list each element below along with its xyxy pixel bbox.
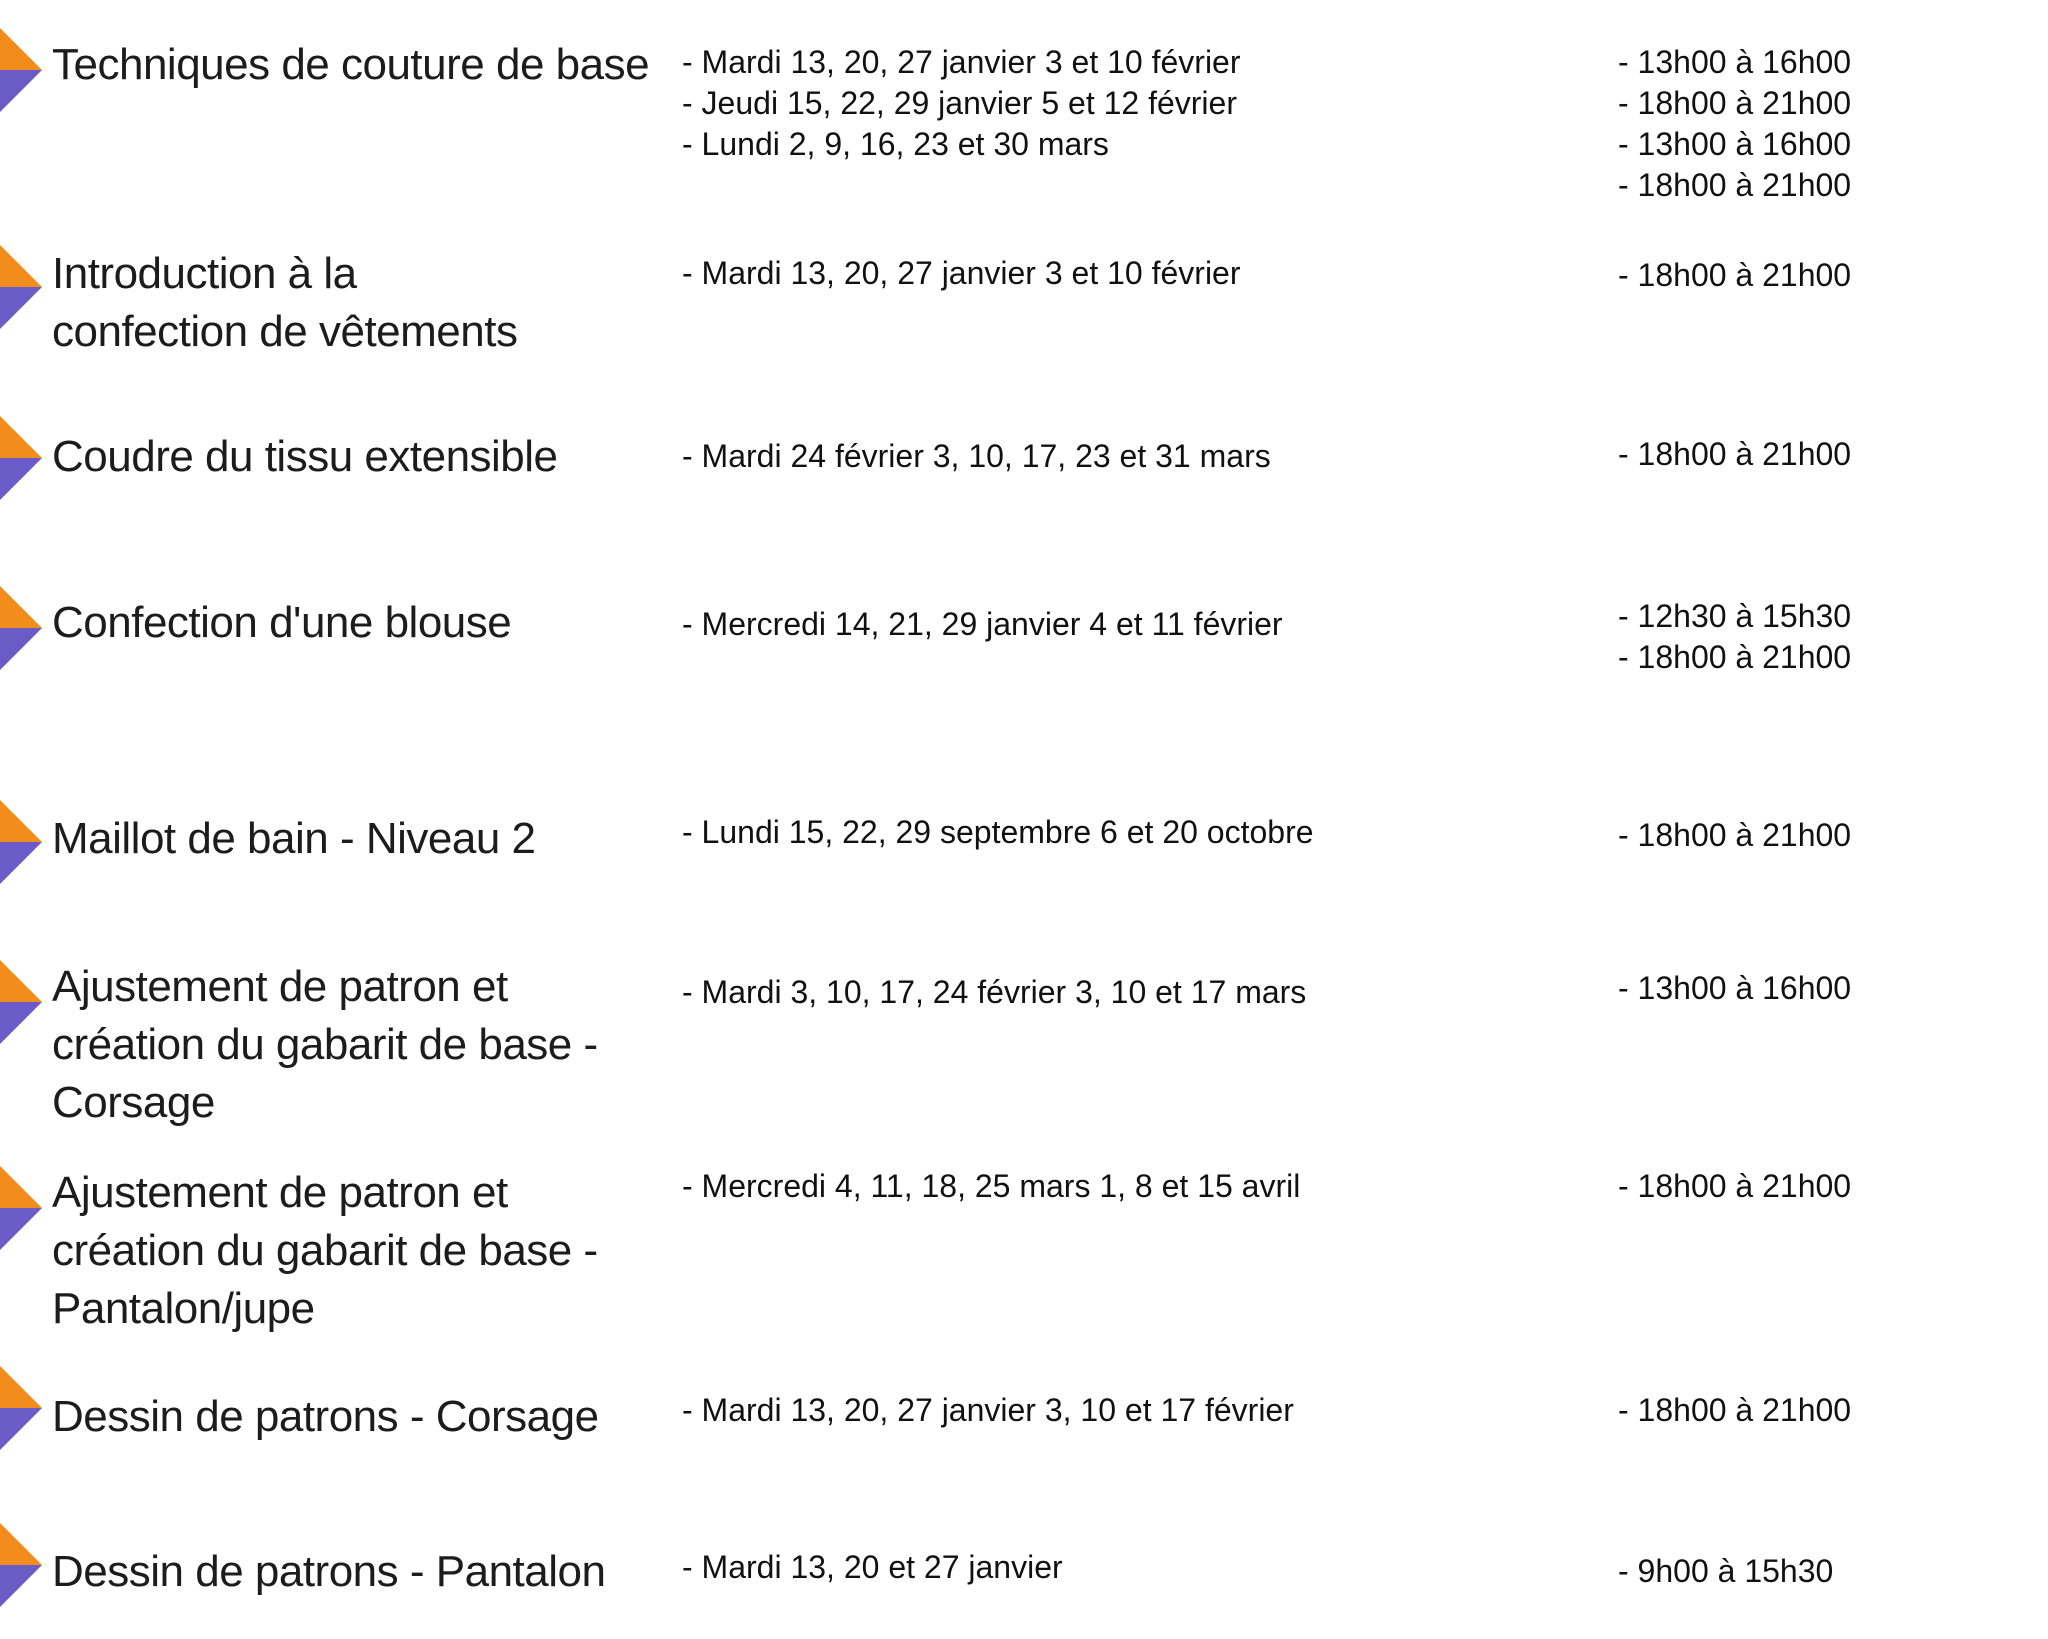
triangle-marker-icon: [0, 245, 42, 329]
date-line: - Mardi 24 février 3, 10, 17, 23 et 31 mars: [682, 438, 1271, 474]
course-times: [1618, 968, 2018, 1009]
time-line: - 18h00 à 21h00: [1618, 167, 1852, 203]
course-times: [1618, 1551, 2018, 1592]
time-line: - 9h00 à 15h30: [1618, 1553, 1834, 1589]
course-times: [1618, 815, 2018, 856]
course-dates: [682, 812, 1462, 853]
course-times: [1618, 255, 2018, 296]
date-line: - Lundi 15, 22, 29 septembre 6 et 20 octobre: [682, 814, 1314, 850]
course-dates: [682, 1547, 1462, 1588]
date-line: - Mercredi 4, 11, 18, 25 mars 1, 8 et 15 avril: [682, 1168, 1301, 1204]
time-line: - 18h00 à 21h00: [1618, 257, 1852, 293]
time-line: - 18h00 à 21h00: [1618, 817, 1852, 853]
course-dates: [682, 436, 1462, 477]
date-line: - Lundi 2, 9, 16, 23 et 30 mars: [682, 126, 1109, 162]
course-title: Coudre du tissu extensible: [52, 432, 558, 481]
triangle-marker-icon: [0, 416, 42, 500]
triangle-marker-icon: [0, 1166, 42, 1250]
time-line: - 12h30 à 15h30: [1618, 598, 1852, 634]
course-title: Dessin de patrons - Corsage: [52, 1392, 599, 1441]
course-dates: [682, 42, 1462, 165]
triangle-marker-icon: [0, 1366, 42, 1450]
date-line: - Mardi 3, 10, 17, 24 février 3, 10 et 17 mars: [682, 974, 1307, 1010]
course-dates: [682, 972, 1462, 1013]
course-dates: [682, 1166, 1462, 1207]
triangle-marker-icon: [0, 28, 42, 112]
course-title: Ajustement de patron et création du gabarit de base - Pantalon/jupe: [52, 1168, 598, 1333]
date-line: - Mardi 13, 20, 27 janvier 3, 10 et 17 février: [682, 1392, 1294, 1428]
course-title: Introduction à la confection de vêtements: [52, 249, 518, 356]
time-line: - 18h00 à 21h00: [1618, 85, 1852, 121]
course-dates: [682, 1390, 1462, 1431]
date-line: - Mercredi 14, 21, 29 janvier 4 et 11 février: [682, 606, 1283, 642]
course-dates: [682, 253, 1462, 294]
course-times: [1618, 434, 2018, 475]
course-times: [1618, 1390, 2018, 1431]
time-line: - 13h00 à 16h00: [1618, 970, 1852, 1006]
course-title: Dessin de patrons - Pantalon: [52, 1547, 606, 1596]
triangle-marker-icon: [0, 960, 42, 1044]
date-line: - Mardi 13, 20, 27 janvier 3 et 10 février: [682, 44, 1241, 80]
course-times: [1618, 1166, 2018, 1207]
date-line: - Jeudi 15, 22, 29 janvier 5 et 12 février: [682, 85, 1237, 121]
triangle-marker-icon: [0, 586, 42, 670]
date-line: - Mardi 13, 20 et 27 janvier: [682, 1549, 1063, 1585]
time-line: - 18h00 à 21h00: [1618, 639, 1852, 675]
course-dates: [682, 604, 1462, 645]
date-line: - Mardi 13, 20, 27 janvier 3 et 10 février: [682, 255, 1241, 291]
time-line: - 13h00 à 16h00: [1618, 126, 1852, 162]
course-title: Techniques de couture de base: [52, 40, 650, 89]
time-line: - 13h00 à 16h00: [1618, 44, 1852, 80]
course-times: [1618, 596, 2018, 678]
triangle-marker-icon: [0, 800, 42, 884]
triangle-marker-icon: [0, 1523, 42, 1607]
course-times: [1618, 42, 2018, 206]
course-title: Maillot de bain - Niveau 2: [52, 814, 536, 863]
time-line: - 18h00 à 21h00: [1618, 1392, 1852, 1428]
time-line: - 18h00 à 21h00: [1618, 436, 1852, 472]
course-title: Ajustement de patron et création du gabarit de base - Corsage: [52, 962, 598, 1127]
time-line: - 18h00 à 21h00: [1618, 1168, 1852, 1204]
course-title: Confection d'une blouse: [52, 598, 512, 647]
